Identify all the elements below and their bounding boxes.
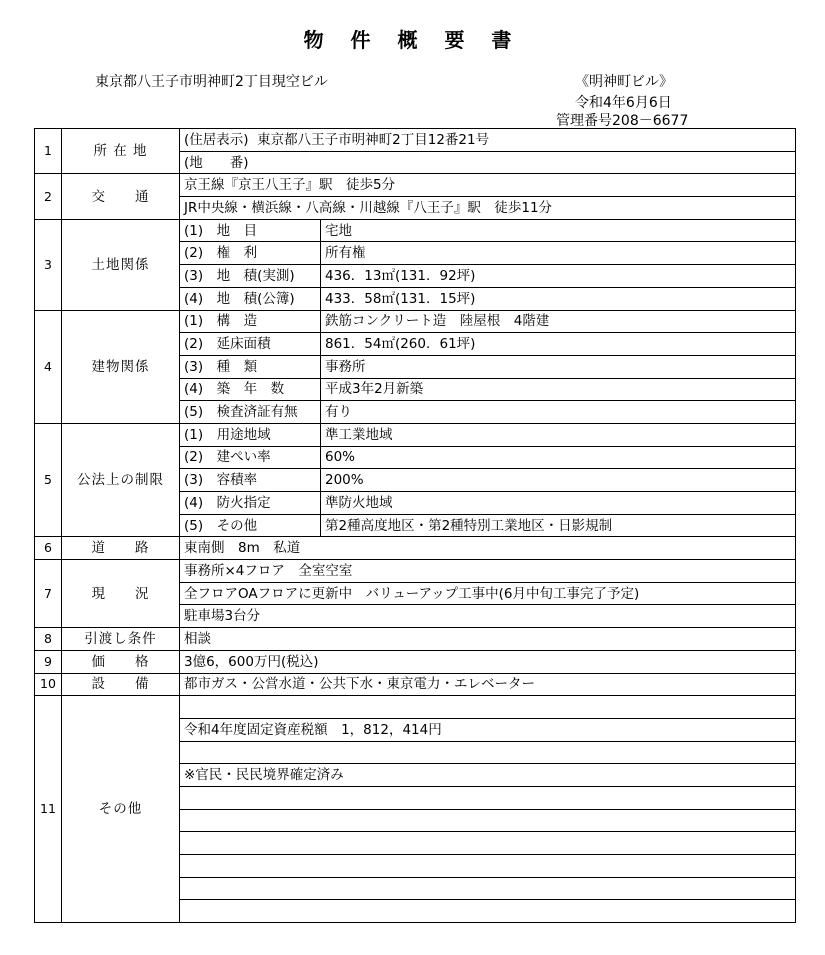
category-price: 価 格	[62, 650, 180, 673]
blank-line	[180, 900, 796, 923]
category-status: 現 況	[62, 560, 180, 628]
building-item-label: (1) 構 造	[180, 310, 321, 333]
table-row	[35, 696, 796, 719]
land-item-label: (4) 地 積(公簿)	[180, 287, 321, 310]
building-item-value: 861．54㎡(260．61坪)	[321, 333, 796, 356]
lot-number-label: (地 番)	[180, 151, 796, 174]
blank-line	[180, 786, 796, 809]
category-transport: 交 通	[62, 174, 180, 219]
address-value: 東京都八王子市明神町2丁目12番21号	[257, 131, 490, 148]
document-date: 令和4年6月6日	[575, 95, 672, 111]
status-line: 全フロアOAフロアに更新中 バリューアップ工事中(6月中旬工事完了予定)	[180, 582, 796, 605]
table-row	[35, 650, 796, 673]
building-item-label: (3) 種 類	[180, 355, 321, 378]
blank-line	[180, 832, 796, 855]
address-label: (住居表示)	[184, 131, 249, 148]
row-number: 9	[35, 650, 62, 673]
row-number: 4	[35, 310, 62, 423]
legal-item-label: (2) 建ぺい率	[180, 446, 321, 469]
legal-item-value: 60%	[321, 446, 796, 469]
legal-item-label: (3) 容積率	[180, 469, 321, 492]
building-item-value: 有り	[321, 401, 796, 424]
category-location: 所 在 地	[62, 129, 180, 174]
building-name: 《明神町ビル》	[575, 74, 673, 90]
category-building: 建物関係	[62, 310, 180, 423]
row-number: 8	[35, 628, 62, 651]
legal-item-value: 第2種高度地区・第2種特別工業地区・日影規制	[321, 514, 796, 537]
table-row	[35, 219, 796, 242]
blank-line	[180, 809, 796, 832]
document-title: 物 件 概 要 書	[303, 28, 522, 52]
row-number: 10	[35, 673, 62, 696]
land-item-label: (3) 地 積(実測)	[180, 265, 321, 288]
row-number: 1	[35, 129, 62, 174]
table-row	[35, 560, 796, 583]
handover-value: 相談	[180, 628, 796, 651]
road-value: 東南側 8m 私道	[180, 537, 796, 560]
price-value: 3億6，600万円(税込)	[180, 650, 796, 673]
category-other: その他	[62, 696, 180, 923]
building-item-label: (5) 検査済証有無	[180, 401, 321, 424]
blank-line	[180, 877, 796, 900]
property-tax-note: 令和4年度固定資産税額 1，812，414円	[180, 718, 796, 741]
property-summary-table	[34, 128, 796, 923]
table-row	[35, 537, 796, 560]
facilities-value: 都市ガス・公営水道・公共下水・東京電力・エレベーター	[180, 673, 796, 696]
legal-item-value: 準工業地域	[321, 423, 796, 446]
land-item-label: (2) 権 利	[180, 242, 321, 265]
table-row	[35, 129, 796, 152]
blank-line	[180, 855, 796, 878]
building-item-value: 事務所	[321, 355, 796, 378]
row-number: 7	[35, 560, 62, 628]
building-item-label: (4) 築 年 数	[180, 378, 321, 401]
category-handover: 引渡し条件	[62, 628, 180, 651]
table-row	[35, 174, 796, 197]
legal-item-label: (4) 防火指定	[180, 492, 321, 515]
legal-item-label: (1) 用途地域	[180, 423, 321, 446]
row-number: 2	[35, 174, 62, 219]
category-land: 土地関係	[62, 219, 180, 310]
legal-item-value: 200%	[321, 469, 796, 492]
row-number: 5	[35, 423, 62, 536]
blank-line	[180, 741, 796, 764]
row-number: 6	[35, 537, 62, 560]
transport-line-1: 京王線『京王八王子』駅 徒歩5分	[180, 174, 796, 197]
blank-line	[180, 696, 796, 719]
row-number: 3	[35, 219, 62, 310]
table-row	[35, 310, 796, 333]
land-item-value: 宅地	[321, 219, 796, 242]
legal-item-value: 準防火地域	[321, 492, 796, 515]
category-facilities: 設 備	[62, 673, 180, 696]
building-item-label: (2) 延床面積	[180, 333, 321, 356]
management-number: 管理番号208－6677	[556, 113, 689, 129]
boundary-note: ※官民・民民境界確定済み	[180, 764, 796, 787]
status-line: 事務所×4フロア 全室空室	[180, 560, 796, 583]
category-legal-restrictions: 公法上の制限	[62, 423, 180, 536]
table-row	[35, 423, 796, 446]
row-number: 11	[35, 696, 62, 923]
legal-item-label: (5) その他	[180, 514, 321, 537]
land-item-value: 433．58㎡(131．15坪)	[321, 287, 796, 310]
land-item-value: 436．13㎡(131．92坪)	[321, 265, 796, 288]
status-line: 駐車場3台分	[180, 605, 796, 628]
address-cell	[180, 129, 796, 152]
land-item-label: (1) 地 目	[180, 219, 321, 242]
category-road: 道 路	[62, 537, 180, 560]
building-item-value: 平成3年2月新築	[321, 378, 796, 401]
land-item-value: 所有権	[321, 242, 796, 265]
property-address-header: 東京都八王子市明神町2丁目現空ビル	[95, 74, 328, 90]
transport-line-2: JR中央線・横浜線・八高線・川越線『八王子』駅 徒歩11分	[180, 197, 796, 220]
building-item-value: 鉄筋コンクリート造 陸屋根 4階建	[321, 310, 796, 333]
table-row	[35, 673, 796, 696]
table-row	[35, 628, 796, 651]
